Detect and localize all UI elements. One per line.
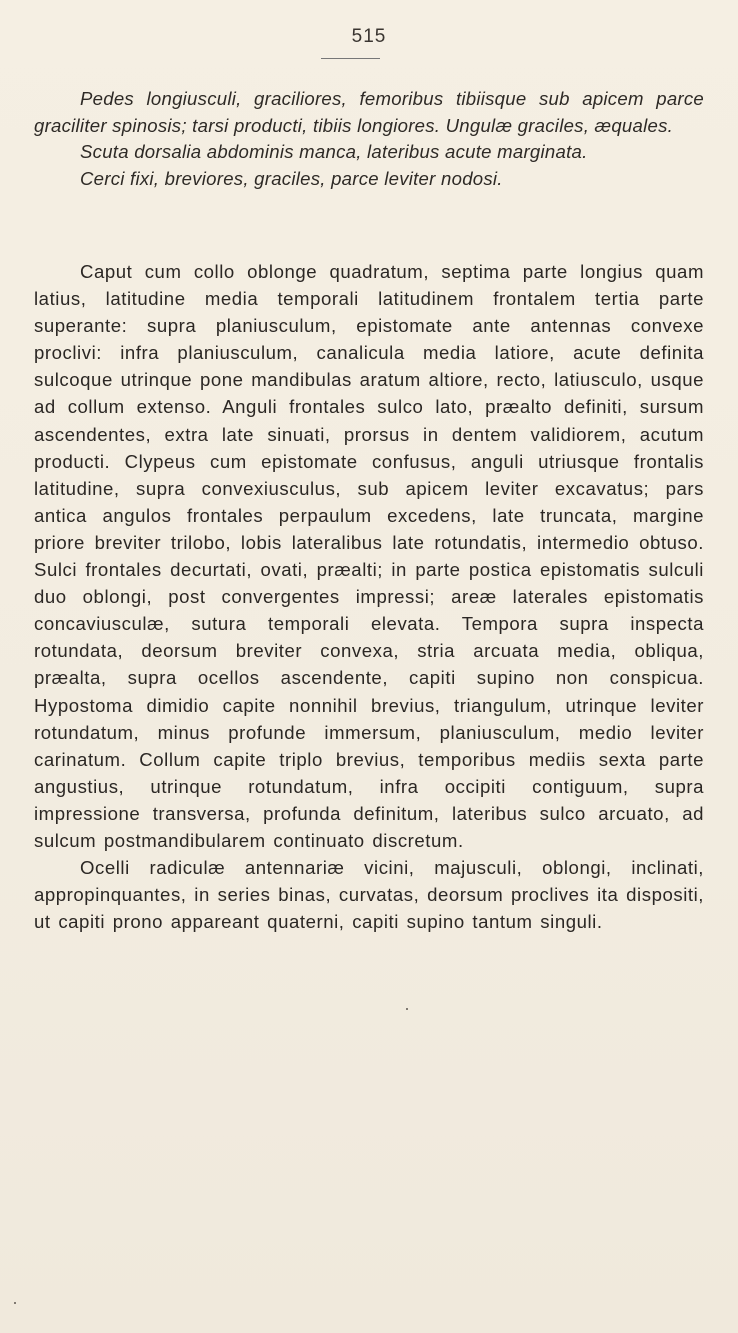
paper-speck <box>406 1008 408 1010</box>
description-section <box>34 258 704 935</box>
diagnosis-section <box>34 86 704 192</box>
description-paragraph-ocelli: Ocelli radiculæ antennariæ vicini, majusculi, oblongi, inclinati, appropinquantes, in series binas, curvatas, deorsum proclives ita dispositi, ut capiti prono appareant quaterni, capiti supino tantum singuli. <box>34 857 704 933</box>
diagnosis-paragraph-legs: Pedes longiusculi, graciliores, femoribus tibiisque sub apicem parce graciliter spinosis; tarsi producti, tibiis longiores. Ungulæ graciles, æquales. <box>34 88 704 136</box>
diagnosis-paragraph-scuta: Scuta dorsalia abdominis manca, lateribus acute marginata. <box>80 141 588 162</box>
diagnosis-paragraph-cerci: Cerci fixi, breviores, graciles, parce leviter nodosi. <box>80 167 503 189</box>
page-number: 515 <box>351 26 387 47</box>
paper-speck <box>14 1302 16 1304</box>
page-number-underline <box>321 58 380 59</box>
description-paragraph-head: Caput cum collo oblonge quadratum, septima parte longius quam latius, latitudine media temporali latitudinem frontalem tertia parte superante: supra planiusculum, epistomate ante antennas convexe proclivi: infra planiusculum, canalicula media latiore, acute definita sulcoque utrinque pone mandibulas aratum altiore, recto, latiusculo, usque ad collum extenso. Anguli frontales sulco lato, præalto definiti, sursum ascendentes, extra late sinuati, prorsus in dentem validiorem, acutum producti. Clypeus cum epistomate confusus, anguli utriusque frontalis latitudine, supra convexiusculus, sub apicem leviter excavatus; pars antica angulos frontales perpaulum excedens, late truncata, margine priore breviter trilobo, lobis lateralibus late rotundatis, intermedio obtuso. Sulci frontales decurtati, ovati, præalti; in parte postica epistomatis sulculi duo oblongi, post convergentes impressi; areæ laterales epistomatis concaviusculæ, sutura temporali elevata. Tempora supra inspecta rotundata, deorsum breviter convexa, stria arcuata media, obliqua, præalta, supra ocellos ascendente, capiti supino non conspicua. Hypostoma dimidio capite nonnihil brevius, triangulum, utrinque leviter rotundatum, minus profunde immersum, planiusculum, medio leviter carinatum. Collum capite triplo brevius, temporibus mediis sexta parte angustius, utrinque rotundatum, infra occipiti contiguum, supra impressione transversa, profunda definitum, lateribus sulco arcuato, ad sulcum postmandibularem continuato discretum. <box>34 261 704 851</box>
